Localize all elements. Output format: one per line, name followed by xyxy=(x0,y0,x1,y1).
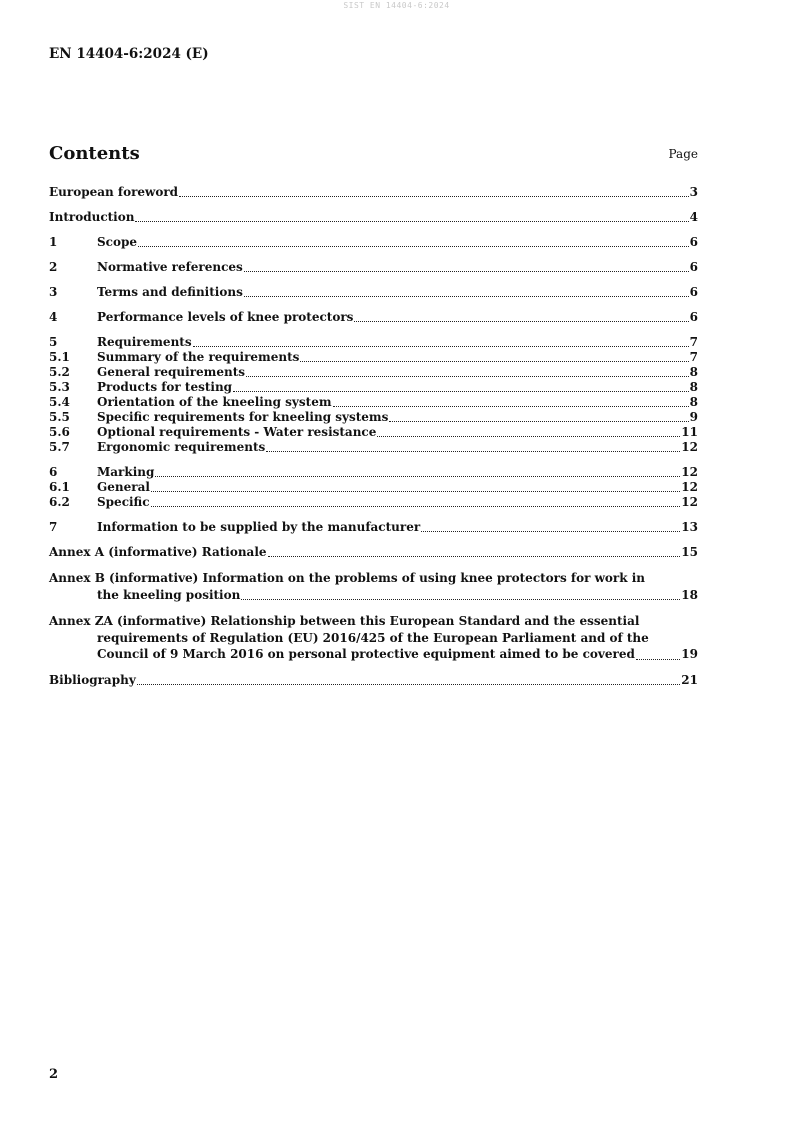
toc-label: General requirements xyxy=(97,365,246,379)
toc-page: 8 xyxy=(689,380,698,394)
toc-label-line: Annex B (informative) Information on the problems of using knee protectors for work in xyxy=(49,571,646,585)
footer-page-number: 2 xyxy=(49,1067,59,1082)
toc-number: 5 xyxy=(49,335,58,349)
toc-entry-marking[interactable] xyxy=(49,465,698,480)
toc-entry-specific-requirements[interactable] xyxy=(49,410,698,425)
toc-page: 21 xyxy=(681,672,698,687)
toc-label: Specific requirements for kneeling systems xyxy=(97,410,389,424)
toc-entry-orientation[interactable] xyxy=(49,395,698,410)
toc-page: 6 xyxy=(689,285,698,299)
toc-number: 5.1 xyxy=(49,350,70,364)
leader-dots xyxy=(151,505,681,507)
toc-entry-european-foreword[interactable] xyxy=(49,185,698,200)
toc-page: 6 xyxy=(689,235,698,249)
toc-label: Introduction xyxy=(49,210,135,224)
toc-label-line: requirements of Regulation (EU) 2016/425 of the European Parliament and of the xyxy=(97,630,649,645)
toc-page: 12 xyxy=(681,465,698,479)
toc-number: 5.7 xyxy=(49,440,70,454)
toc-number: 5.5 xyxy=(49,410,70,424)
toc-label: Requirements xyxy=(97,335,192,349)
toc-entry-optional-requirements[interactable] xyxy=(49,425,698,440)
toc-label: Normative references xyxy=(97,260,243,274)
toc-label: Bibliography xyxy=(49,672,136,687)
toc-label: General xyxy=(97,480,150,494)
toc-page: 7 xyxy=(689,335,698,349)
toc-number: 6.1 xyxy=(49,480,70,494)
toc-page: 8 xyxy=(689,365,698,379)
toc-number: 5.4 xyxy=(49,395,70,409)
toc-page: 9 xyxy=(689,410,698,424)
toc-entry-general-requirements[interactable] xyxy=(49,365,698,380)
toc-number: 7 xyxy=(49,520,58,534)
toc-entry-scope[interactable] xyxy=(49,235,698,250)
leader-dots xyxy=(300,360,688,362)
leader-dots xyxy=(241,598,680,600)
toc-label-line: Council of 9 March 2016 on personal protective equipment aimed to be covered xyxy=(97,647,635,661)
toc-number: 2 xyxy=(49,260,58,274)
watermark: SIST EN 14404-6:2024 xyxy=(343,1,450,10)
toc-label-line: Annex ZA (informative) Relationship between this European Standard and the essential xyxy=(49,614,640,628)
toc-label: European foreword xyxy=(49,185,179,199)
toc-number: 5.6 xyxy=(49,425,70,439)
toc-label: Marking xyxy=(97,465,155,479)
toc-number: 1 xyxy=(49,235,58,249)
toc-entry-summary-of-requirements[interactable] xyxy=(49,350,698,365)
toc-entry-manufacturer-information[interactable] xyxy=(49,520,698,535)
leader-dots xyxy=(233,390,689,392)
toc-number: 6 xyxy=(49,465,58,479)
toc-label: Performance levels of knee protectors xyxy=(97,310,354,324)
leader-dots xyxy=(138,245,689,247)
leader-dots xyxy=(354,320,688,322)
toc-page: 12 xyxy=(681,480,698,494)
toc-entry-annex-za[interactable] xyxy=(49,613,698,663)
toc-label: Annex A (informative) Rationale xyxy=(49,545,267,559)
leader-dots xyxy=(244,295,689,297)
toc-page: 4 xyxy=(689,210,698,224)
toc-number: 5.2 xyxy=(49,365,70,379)
leader-dots xyxy=(266,450,680,452)
leader-dots xyxy=(179,195,689,197)
leader-dots xyxy=(193,345,689,347)
toc-label: Summary of the requirements xyxy=(97,350,300,364)
leader-dots xyxy=(244,270,689,272)
toc-entry-normative-references[interactable] xyxy=(49,260,698,275)
leader-dots xyxy=(135,220,688,222)
toc-page: 7 xyxy=(689,350,698,364)
toc-label: Specific xyxy=(97,495,150,509)
toc-label: Ergonomic requirements xyxy=(97,440,266,454)
leader-dots xyxy=(155,475,680,477)
leader-dots xyxy=(421,530,680,532)
toc-page: 11 xyxy=(681,425,698,439)
toc-page: 12 xyxy=(681,440,698,454)
contents-heading: Contents xyxy=(49,143,140,164)
toc-number: 3 xyxy=(49,285,58,299)
page-column-label: Page xyxy=(668,147,698,161)
leader-dots xyxy=(268,555,681,557)
toc-entry-marking-general[interactable] xyxy=(49,480,698,495)
toc-entry-ergonomic-requirements[interactable] xyxy=(49,440,698,455)
document-id-header: EN 14404-6:2024 (E) xyxy=(49,46,209,62)
toc-page: 3 xyxy=(689,185,698,199)
toc-entry-marking-specific[interactable] xyxy=(49,495,698,510)
toc-entry-annex-a[interactable] xyxy=(49,545,698,560)
toc-page: 6 xyxy=(689,310,698,324)
toc-entry-bibliography[interactable] xyxy=(49,673,698,688)
table-of-contents xyxy=(49,185,698,688)
toc-entry-terms-and-definitions[interactable] xyxy=(49,285,698,300)
leader-dots xyxy=(151,490,680,492)
toc-label: Optional requirements - Water resistance xyxy=(97,425,377,439)
toc-page: 18 xyxy=(681,587,698,602)
toc-page: 12 xyxy=(681,495,698,509)
toc-label-line: the kneeling position xyxy=(97,587,241,602)
toc-entry-products-for-testing[interactable] xyxy=(49,380,698,395)
toc-page: 19 xyxy=(681,647,698,661)
leader-dots xyxy=(246,375,689,377)
leader-dots xyxy=(377,435,680,437)
toc-label: Scope xyxy=(97,235,138,249)
toc-page: 8 xyxy=(689,395,698,409)
toc-page: 6 xyxy=(689,260,698,274)
toc-number: 6.2 xyxy=(49,495,70,509)
toc-entry-requirements[interactable] xyxy=(49,335,698,350)
toc-page: 13 xyxy=(681,520,698,534)
toc-label: Products for testing xyxy=(97,380,233,394)
toc-label: Orientation of the kneeling system xyxy=(97,395,332,409)
leader-dots xyxy=(636,658,680,660)
leader-dots xyxy=(333,405,689,407)
toc-entry-annex-b[interactable] xyxy=(49,570,698,603)
toc-label: Terms and definitions xyxy=(97,285,243,299)
toc-label: Information to be supplied by the manufacturer xyxy=(97,520,421,534)
toc-entry-introduction[interactable] xyxy=(49,210,698,225)
leader-dots xyxy=(389,420,688,422)
leader-dots xyxy=(137,683,681,685)
toc-number: 4 xyxy=(49,310,58,324)
toc-entry-performance-levels[interactable] xyxy=(49,310,698,325)
toc-page: 15 xyxy=(681,545,698,559)
toc-number: 5.3 xyxy=(49,380,70,394)
